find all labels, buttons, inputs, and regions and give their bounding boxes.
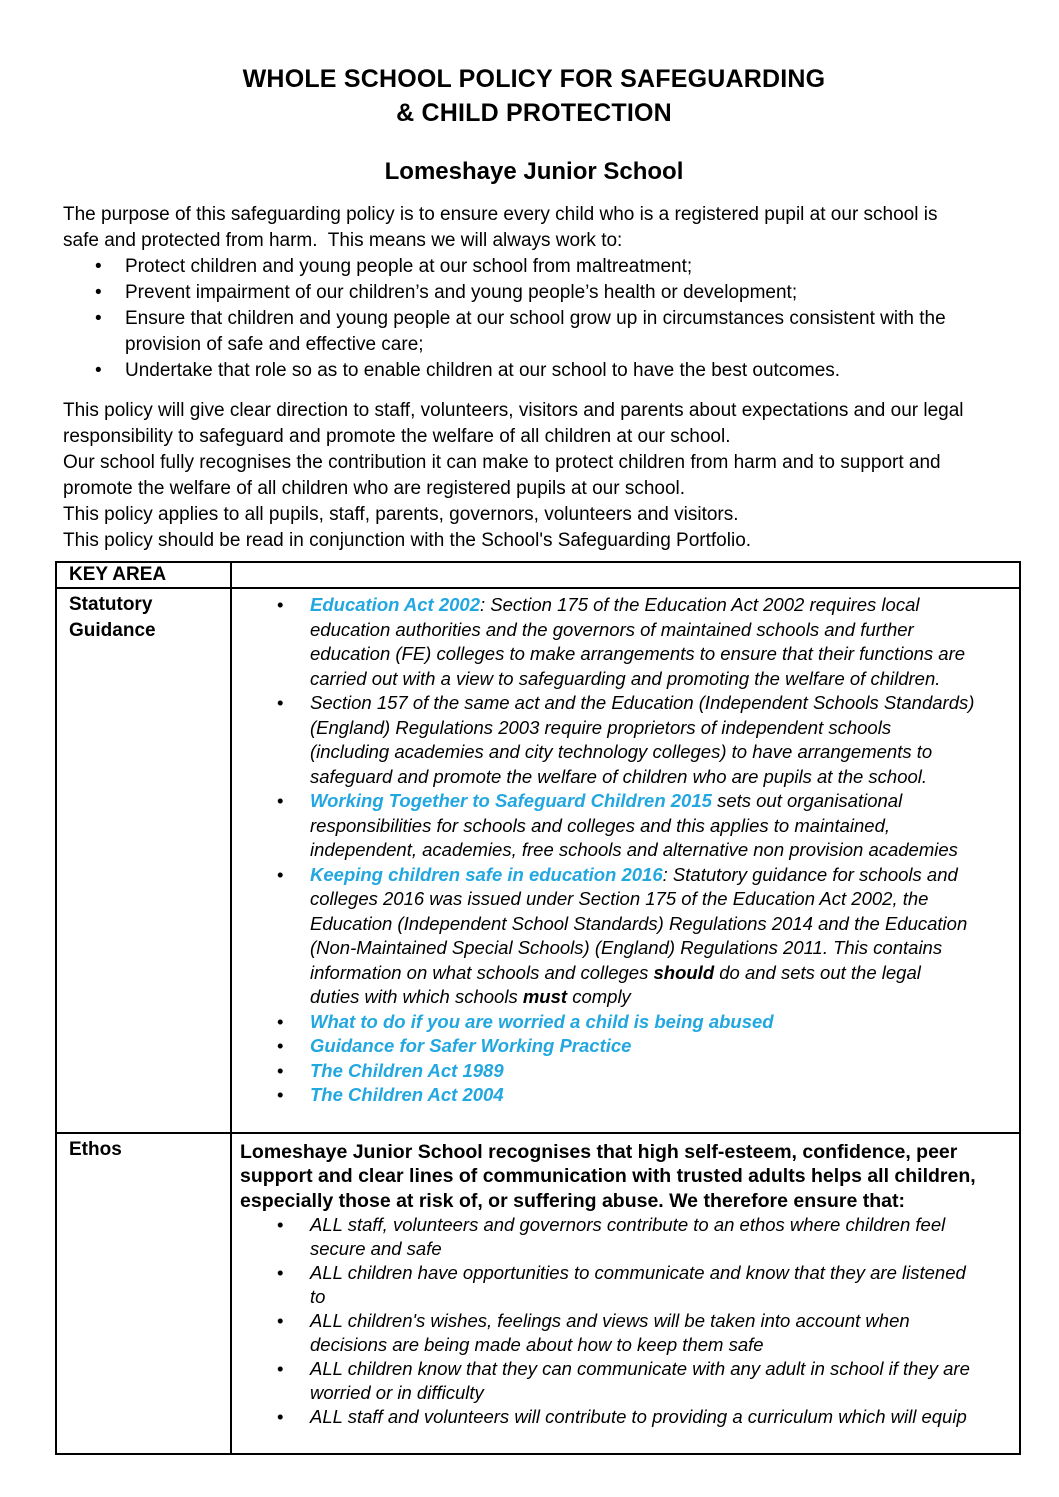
key-area-label: Ethos — [56, 1133, 231, 1455]
text-segment: do and sets out the legal duties with which schools — [310, 961, 921, 1007]
cell-intro-text: Lomeshaye Junior School recognises that high self-esteem, confidence, peer support and clear lines of communication with trusted adults helps all children, especially those at risk of, or suffering abuse. We therefore ensure that: — [240, 1140, 976, 1212]
key-area-content-cell — [231, 1133, 1020, 1455]
hyperlink[interactable]: Guidance for Safer Working Practice — [310, 1035, 632, 1056]
document-title-line2: & CHILD PROTECTION — [396, 99, 672, 127]
purpose-bullet-list — [63, 254, 968, 384]
policy-paragraphs — [63, 398, 968, 554]
key-area-header-empty-cell — [231, 562, 1020, 588]
cell-bullet-item — [232, 691, 1019, 789]
table-row — [56, 1133, 1020, 1455]
policy-paragraph: Our school fully recognises the contribution it can make to protect children from harm and to support and promote the welfare of all children who are registered pupils at our school. — [63, 452, 946, 499]
document-title — [63, 62, 1005, 130]
hyperlink[interactable]: Working Together to Safeguard Children 2015 — [310, 790, 712, 811]
hyperlink[interactable]: The Children Act 2004 — [310, 1084, 504, 1105]
text-segment: comply — [567, 986, 631, 1007]
hyperlink[interactable]: Keeping children safe in education 2016 — [310, 863, 663, 885]
purpose-bullet-item: • Protect children and young people at our school from maltreatment; — [63, 254, 968, 280]
text-segment: Section 157 of the same act and the Education (Independent Schools Standards) (England) Regulations 2003 require proprietors of independent schools (including academies and city technology colleges) to have arrangements to safeguard and promote the welfare of children who are pupils at the school. — [310, 692, 975, 787]
policy-paragraph: This policy should be read in conjunction with the School's Safeguarding Portfolio. — [63, 530, 752, 551]
hyperlink[interactable]: Education Act 2002 — [310, 594, 480, 615]
cell-bullet-item — [232, 1213, 1019, 1261]
policy-paragraph: This policy applies to all pupils, staff, parents, governors, volunteers and visitors. — [63, 504, 739, 525]
cell-bullet-item — [232, 1034, 1019, 1059]
cell-bullet-item — [232, 1083, 1019, 1108]
text-segment: ALL staff and volunteers will contribute to providing a curriculum which will equip — [310, 1406, 967, 1427]
text-segment: ALL children's wishes, feelings and views will be taken into account when decisions are being made about how to keep them safe — [310, 1310, 910, 1355]
cell-bullet-item — [232, 789, 1019, 863]
table-row — [56, 588, 1020, 1133]
purpose-bullet-item: • Undertake that role so as to enable children at our school to have the best outcomes. — [63, 358, 968, 384]
cell-bullet-item — [232, 863, 1019, 1010]
key-area-content-cell — [231, 588, 1020, 1133]
text-segment: : Statutory guidance for schools and colleges 2016 was issued under Section 175 of the Education Act 2002, the Education (Independent School Standards) Regulations 2014 and the Education (Non-Maintained Special Schools) (England) Regulations 2011. This contains information on what schools and colleges — [310, 863, 968, 983]
cell-bullet-item — [232, 1010, 1019, 1035]
text-segment: ALL children know that they can communicate with any adult in school if they are worried or in difficulty — [310, 1358, 970, 1403]
table-header-row — [56, 562, 1020, 588]
purpose-bullet-item: • Ensure that children and young people at our school grow up in circumstances consistent with the provision of safe and effective care; — [63, 306, 968, 358]
cell-bullet-item — [232, 1357, 1019, 1405]
cell-bullet-item — [232, 1405, 1019, 1429]
document-title-line1: WHOLE SCHOOL POLICY FOR SAFEGUARDING — [242, 65, 826, 93]
cell-bullet-item — [232, 1059, 1019, 1084]
hyperlink[interactable]: The Children Act 1989 — [310, 1059, 504, 1081]
text-segment: must — [522, 986, 568, 1007]
key-area-table — [55, 561, 1021, 1455]
key-area-label: Statutory Guidance — [56, 588, 231, 1133]
school-name-subtitle: Lomeshaye Junior School — [384, 158, 684, 185]
cell-bullet-item — [232, 1261, 1019, 1309]
text-segment: sets out organisational responsibilities for schools and colleges and this applies to maintained, independent, academies, free schools and alternative non provision academies — [310, 790, 958, 860]
cell-bullet-list — [232, 593, 1019, 1108]
purpose-bullet-item: • Prevent impairment of our children’s and young people’s health or development; — [63, 280, 968, 306]
policy-paragraph: This policy will give clear direction to staff, volunteers, visitors and parents about expectations and our legal responsibility to safeguard and promote the welfare of all children at our school. — [63, 400, 969, 447]
cell-bullet-item — [232, 1309, 1019, 1357]
text-segment: should — [653, 961, 715, 983]
text-segment: : Section 175 of the Education Act 2002 requires local education authorities and the governors of maintained schools and further education (FE) colleges to make arrangements to ensure that their functions are carried out with a view to safeguarding and promoting the welfare of children. — [310, 594, 966, 689]
purpose-paragraph: The purpose of this safeguarding policy is to ensure every child who is a registered pupil at our school is safe and protected from harm. This means we will always work to: — [63, 204, 943, 251]
text-segment: ALL children have opportunities to communicate and know that they are listened to — [310, 1262, 966, 1307]
hyperlink[interactable]: What to do if you are worried a child is being abused — [310, 1010, 774, 1032]
text-segment: ALL staff, volunteers and governors contribute to an ethos where children feel secure and safe — [310, 1214, 946, 1259]
cell-bullet-item — [232, 593, 1019, 691]
key-area-header-label: KEY AREA — [56, 562, 231, 588]
cell-bullet-list — [232, 1213, 1019, 1429]
